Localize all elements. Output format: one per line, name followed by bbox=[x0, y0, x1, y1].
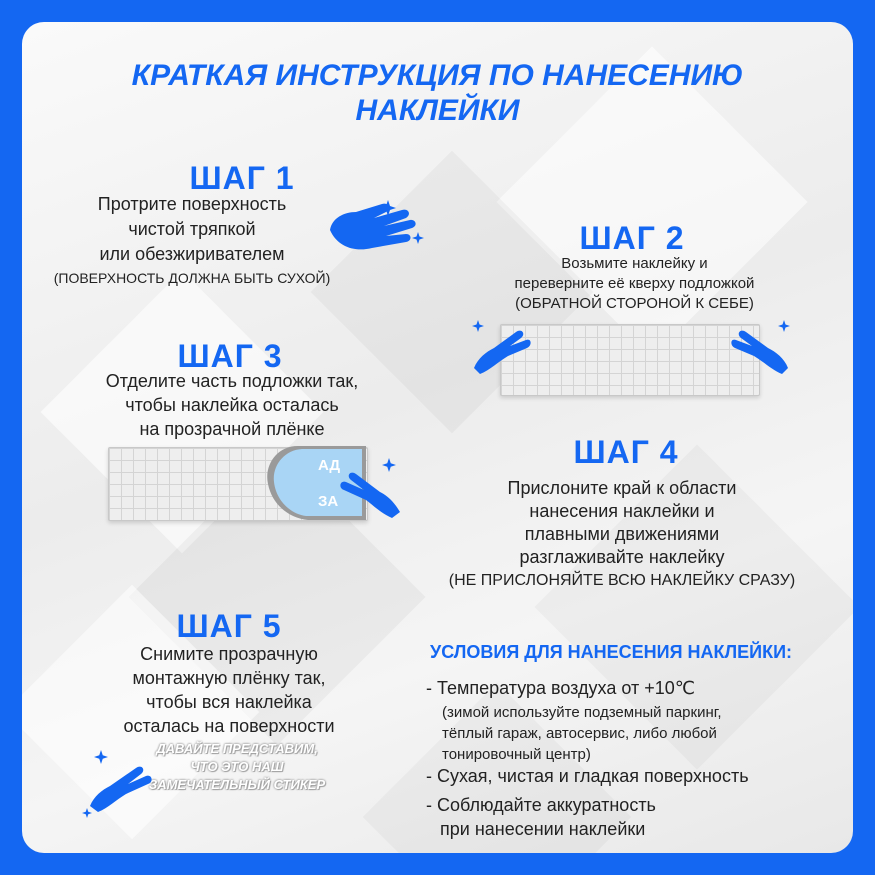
sample-sticker-line: ЗАМЕЧАТЕЛЬНЫЙ СТИКЕР bbox=[148, 777, 326, 792]
step-4-line: Прислоните край к области bbox=[507, 478, 737, 498]
step-2-line: переверните её кверху подложкой bbox=[514, 275, 755, 292]
removing-film-hand-icon bbox=[86, 756, 154, 812]
step-3-heading: ШАГ 3 bbox=[177, 338, 283, 374]
peel-text-bottom: ЗА bbox=[318, 493, 339, 510]
condition-note-line: (зимой используйте подземный паркинг, bbox=[442, 704, 722, 721]
sample-sticker-line: ДАВАЙТЕ ПРЕДСТАВИМ, bbox=[156, 741, 318, 756]
page-title bbox=[22, 58, 853, 128]
title-line-2: НАКЛЕЙКИ bbox=[355, 94, 520, 127]
step-3-line: чтобы наклейка осталась bbox=[125, 395, 339, 415]
step-1-heading: ШАГ 1 bbox=[189, 160, 295, 196]
step-4-line: разглаживайте наклейку bbox=[519, 547, 725, 567]
step-5-line: Снимите прозрачную bbox=[140, 644, 318, 664]
step-2-line: Возьмите наклейку и bbox=[561, 255, 708, 272]
step-2-note: (ОБРАТНОЙ СТОРОНОЙ К СЕБЕ) bbox=[515, 295, 754, 312]
step-4-heading: ШАГ 4 bbox=[573, 434, 679, 470]
step-5-line: монтажную плёнку так, bbox=[132, 668, 326, 688]
step-2-heading: ШАГ 2 bbox=[579, 220, 685, 256]
sparkle-icon bbox=[94, 750, 108, 764]
step-2-text bbox=[442, 254, 827, 314]
condition-note-line: тонировочный центр) bbox=[442, 746, 591, 763]
step-5-line: чтобы вся наклейка bbox=[146, 692, 312, 712]
condition-note bbox=[442, 702, 722, 765]
step-1-text bbox=[22, 192, 362, 289]
sparkle-icon bbox=[82, 808, 92, 818]
step-1-line: Протрите поверхность bbox=[97, 194, 287, 214]
sparkle-icon bbox=[380, 200, 396, 216]
step-4-text bbox=[402, 477, 842, 592]
condition-item-accuracy: - Соблюдайте аккуратность bbox=[426, 795, 656, 815]
step-4-line: нанесения наклейки и bbox=[529, 501, 715, 521]
sample-sticker-line: ЧТО ЭТО НАШ bbox=[190, 759, 284, 774]
step-3-text bbox=[72, 369, 392, 441]
peel-text-top: АД bbox=[318, 457, 341, 474]
step-4-line: плавными движениями bbox=[524, 524, 720, 544]
sparkle-icon bbox=[382, 458, 396, 472]
condition-item-temperature: - Температура воздуха от +10℃ bbox=[426, 678, 695, 698]
step-5-line: осталась на поверхности bbox=[123, 716, 335, 736]
step-4-note: (НЕ ПРИСЛОНЯЙТЕ ВСЮ НАКЛЕЙКУ СРАЗУ) bbox=[448, 572, 796, 589]
step-5-text bbox=[79, 642, 379, 738]
step-1-line: чистой тряпкой bbox=[128, 219, 256, 239]
step-1-line: или обезжиривателем bbox=[99, 244, 285, 264]
sticker-backing-illustration bbox=[500, 324, 760, 396]
step-5-heading: ШАГ 5 bbox=[176, 608, 282, 644]
instruction-card bbox=[22, 22, 853, 853]
condition-note-line: тёплый гараж, автосервис, либо любой bbox=[442, 725, 717, 742]
title-line-1: КРАТКАЯ ИНСТРУКЦИЯ ПО НАНЕСЕНИЮ bbox=[131, 59, 744, 92]
sparkle-icon bbox=[472, 320, 484, 332]
conditions-title: УСЛОВИЯ ДЛЯ НАНЕСЕНИЯ НАКЛЕЙКИ: bbox=[430, 642, 793, 662]
sparkle-icon bbox=[412, 232, 424, 244]
step-3-line: Отделите часть подложки так, bbox=[105, 371, 359, 391]
condition-item-accuracy-line2: при нанесении наклейки bbox=[440, 819, 646, 839]
wiping-hand-icon bbox=[322, 182, 432, 262]
condition-item-surface: - Сухая, чистая и гладкая поверхность bbox=[426, 766, 749, 786]
step-1-note: (ПОВЕРХНОСТЬ ДОЛЖНА БЫТЬ СУХОЙ) bbox=[53, 270, 331, 286]
sparkle-icon bbox=[778, 320, 790, 332]
step-3-line: на прозрачной плёнке bbox=[139, 419, 325, 439]
